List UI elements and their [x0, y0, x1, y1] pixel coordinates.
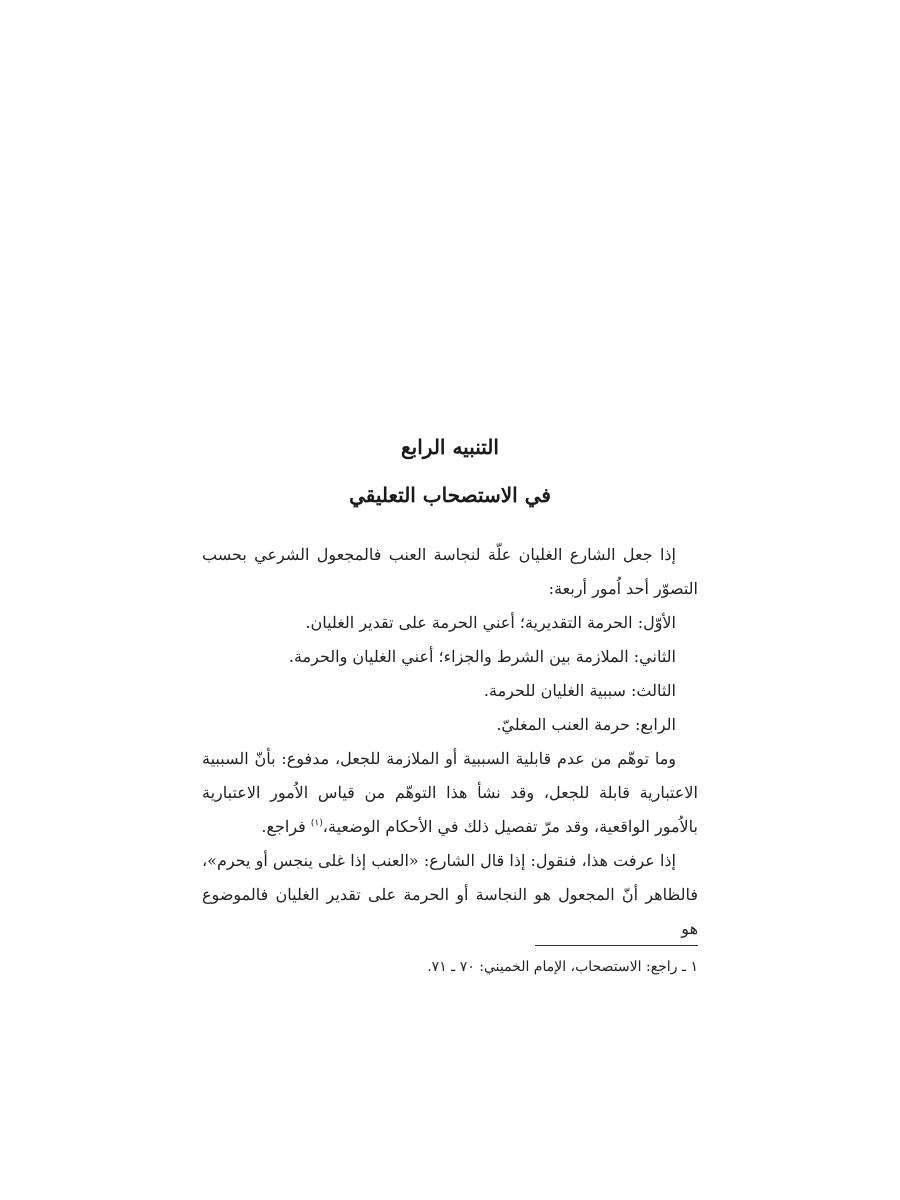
intro-paragraph: إذا جعل الشارع الغليان علّة لنجاسة العنب فالمجعول الشرعي بحسب التصوّر أحد اُمور أربعة:: [202, 545, 698, 598]
footnote-reference: (١): [310, 818, 323, 829]
second-paragraph-text: وما توهّم من عدم قابلية السببية أو الملازمة للجعل، مدفوع: بأنّ السببية الاعتبارية قابلة للجعل، وقد نشأ هذا التوهّم من قياس الاُمور الاعتبارية بالاُمور الواقعية، وقد مرّ تفصيل ذلك في الأحكام الوضعية،: [202, 749, 698, 836]
list-item-second: الثاني: الملازمة بين الشرط والجزاء؛ أعني الغليان والحرمة.: [288, 647, 676, 666]
footnote-separator: [535, 945, 698, 946]
body-text: [202, 538, 698, 946]
list-item-fourth: الرابع: حرمة العنب المغليّ.: [496, 715, 676, 734]
list-item-first: الأوّل: الحرمة التقديرية؛ أعني الحرمة على تقدير الغليان.: [305, 613, 676, 632]
footnote: ١ ـ راجع: الاستصحاب، الإمام الخميني: ٧٠ ـ ٧١.: [427, 959, 698, 975]
list-item-third: الثالث: سببية الغليان للحرمة.: [483, 681, 676, 700]
third-paragraph: إذا عرفت هذا، فنقول: إذا قال الشارع: «العنب إذا غلى ينجس أو يحرم»، فالظاهر أنّ المجعول هو النجاسة أو الحرمة على تقدير الغليان فالموضوع هو: [202, 851, 698, 938]
second-paragraph-end: فراجع.: [261, 817, 311, 836]
section-subtitle: في الاستصحاب التعليقي: [349, 483, 551, 507]
second-paragraph: [202, 742, 698, 844]
section-title: التنبيه الرابع: [401, 435, 499, 459]
